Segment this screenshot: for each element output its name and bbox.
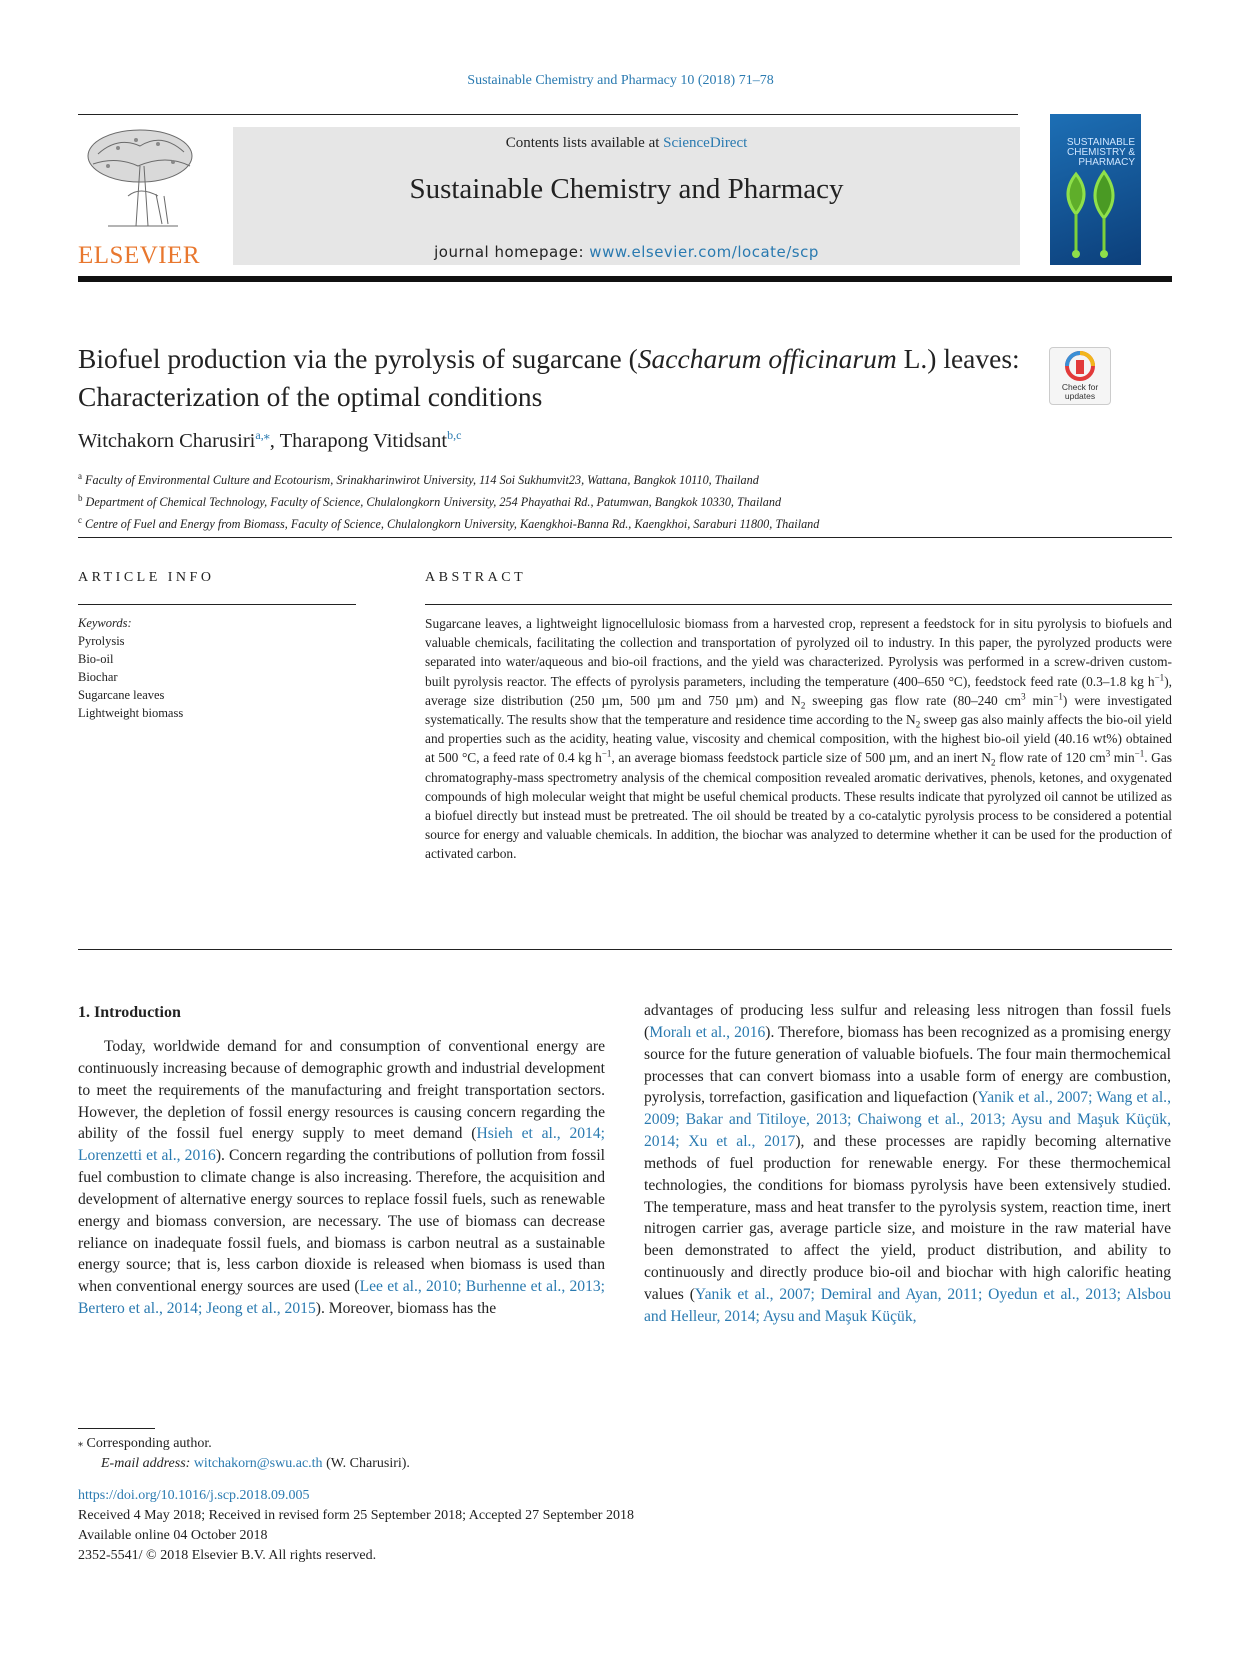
body-column-left: [78, 1036, 605, 1320]
affiliations: [78, 467, 1078, 533]
affiliation-item: $^a$ Faculty of Environmental Culture and Ecotourism, Srinakharinwirot University, 114 Soi Sukhumvit23, Wattana, Bangkok 10110, Thailand: [78, 471, 759, 488]
citation-link[interactable]: Hsieh et al., 2014; Lorenzetti et al., 2016: [78, 1125, 605, 1165]
leaf-icon: [1050, 114, 1141, 265]
contents-line: Contents lists available at ScienceDirect: [505, 135, 748, 151]
available-date: Available online 04 October 2018: [78, 1528, 268, 1543]
email-line: E-mail address: witchakorn@swu.ac.th (W. Charusiri).: [101, 1456, 410, 1471]
received-dates: Received 4 May 2018; Received in revised form 25 September 2018; Accepted 27 September 2018: [78, 1508, 634, 1523]
check-for-updates-button[interactable]: [1049, 347, 1111, 405]
corresponding-author: ⁎ Corresponding author.: [78, 1436, 212, 1451]
journal-reference[interactable]: Sustainable Chemistry and Pharmacy 10 (2018) 71–78: [467, 73, 774, 88]
footnote: [78, 1434, 678, 1474]
sciencedirect-link[interactable]: ScienceDirect: [663, 135, 748, 151]
section-heading: 1. Introduction: [78, 1004, 181, 1021]
homepage-link[interactable]: www.elsevier.com/locate/scp: [589, 243, 819, 261]
paragraph: advantages of producing less sulfur and releasing less nitrogen than fossil fuels (Moralı et al., 2016). Therefore, biomass has been recognized as a promising energy source for the future generation of valuable biofuels. The four main thermochemical processes that can convert biomass into a usable form of energy are combustion, pyrolysis, torrefaction, gasification and liquefaction (Yanik et al., 2007; Wang et al., 2009; Bakar and Titiloye, 2013; Chaiwong et al., 2013; Aysu and Maşuk Küçük, 2014; Xu et al., 2017), and these processes are rapidly becoming alternative methods of fuel production for renewable energy. For these thermochemical technologies, the conditions for biomass pyrolysis have been extensively studied. The temperature, mass and heat transfer to the pyrolysis system, reaction time, inert nitrogen carrier gas, average particle size, and moisture in the raw material have been demonstrated to affect the yield, product distribution, and ability to continuously and directly produce bio-oil and biochar with high calorific heating values (Yanik et al., 2007; Demiral and Ayan, 2011; Oyedun et al., 2013; Alsbou and Helleur, 2014; Aysu and Maşuk Küçük,: [644, 1002, 1171, 1325]
abstract-text: Sugarcane leaves, a lightweight lignocellulosic biomass from a harvested crop, represent a feedstock for in situ pyrolysis to biofuels and valuable chemicals, facilitating the collection and transportation of pyrolyzed oil to industry. In this paper, the pyrolyzed products were separated into water/aqueous and bio-oil fractions, and the yield was characterized. Pyrolysis was performed in a screw-driven custom-built pyrolysis reactor. The effects of pyrolysis parameters, including the temperature (400–650 °C), feedstock feed rate (0.3–1.8 kg $h^{-1}$), average size distribution (250 µm, 500 µm and 750 µm) and $N_2$ sweeping gas flow rate (80–240 $cm^3$ $\min^{-1}$) were investigated systematically. The results show that the temperature and residence time according to the $N_2$ sweep gas also mainly affects the bio-oil yield and properties such as the acidity, heating value, viscosity and chemical composition, with the highest bio-oil yield (40.16 wt%) obtained at 500 °C, a feed rate of 0.4 kg $h^{-1}$, an average biomass feedstock particle size of 500 µm, and an inert $N_2$ flow rate of 120 $cm^3$ $\min^{-1}$. Gas chromatography-mass spectrometry analysis of the chemical composition revealed aromatic derivatives, phenols, ketones, and oxygenated compounds of high molecular weight that might be useful chemical products. These results indicate that pyrolyzed oil cannot be utilized as a biofuel directly but instead must be pretreated. The oil should be treated by a co-catalytic pyrolysis process to be considered a potential source for energy and valuable chemicals. In addition, the biochar was analyzed to determine whether it can be used for the production of activated carbon.: [425, 616, 1172, 862]
journal-banner: [233, 127, 1020, 265]
article-info-heading: ARTICLE INFO: [78, 570, 215, 585]
crossmark-icon: [1050, 348, 1110, 384]
keyword-item: Biochar: [78, 670, 118, 684]
paragraph: Today, worldwide demand for and consumption of conventional energy are continuously increasing because of demographic growth and industrial development to meet the requirements of the manufacturing and freight transportation sectors. However, the depletion of fossil energy resources is causing concern regarding the ability of the fossil fuel energy supply to meet demand (Hsieh et al., 2014; Lorenzetti et al., 2016). Concern regarding the contributions of pollution from fossil fuel combustion to climate change is also increasing. Therefore, the acquisition and development of alternative energy sources to replace fossil fuels, such as renewable energy and biomass conversion, are necessary. The use of biomass can decrease reliance on inadequate fossil fuels, and biomass is carbon neutral as a sustainable energy source; that is, less carbon dioxide is released when biomass is used than when conventional energy sources are used (Lee et al., 2010; Burhenne et al., 2013; Bertero et al., 2014; Jeong et al., 2015). Moreover, biomass has the: [78, 1038, 605, 1318]
author-name[interactable]: Tharapong Vitidsant: [279, 429, 448, 452]
keyword-item: Pyrolysis: [78, 634, 125, 648]
journal-cover[interactable]: [1050, 114, 1141, 265]
header-thick-rule: [78, 276, 1172, 282]
abstract-rule: [425, 604, 1172, 605]
doi-link[interactable]: https://doi.org/10.1016/j.scp.2018.09.005: [78, 1488, 310, 1503]
citation-link[interactable]: Moralı et al., 2016: [649, 1023, 766, 1041]
citation-link[interactable]: Yanik et al., 2007; Demiral and Ayan, 2011; Oyedun et al., 2013; Alsbou and Helleur, 2014; Aysu and Maşuk Küçük,: [644, 1285, 1171, 1325]
author-list: Witchakorn Charusiri$^{a,⁎}$, Tharapong Vitidsant$^{b,c}$: [78, 428, 462, 452]
cover-title: SUSTAINABLE CHEMISTRY & PHARMACY: [1066, 137, 1135, 168]
crossmark-label: Check for updates: [1061, 382, 1099, 401]
footnote-rule: [78, 1428, 155, 1429]
section-rule: [78, 949, 1172, 950]
publisher-wordmark: ELSEVIER: [78, 242, 201, 269]
journal-homepage: journal homepage: www.elsevier.com/locate/scp: [434, 243, 819, 261]
article-metadata: [78, 1486, 878, 1566]
header-rule: [78, 114, 1018, 115]
citation-link[interactable]: Lee et al., 2010; Burhenne et al., 2013; Bertero et al., 2014; Jeong et al., 2015: [78, 1278, 605, 1318]
section-rule: [78, 537, 1172, 538]
article-info-rule: [78, 604, 356, 605]
keyword-item: Lightweight biomass: [78, 706, 184, 720]
tree-icon: [78, 126, 206, 236]
paper-title: Biofuel production via the pyrolysis of sugarcane (Saccharum officinarum L.) leaves: Characterization of the optimal conditions: [78, 343, 1020, 412]
copyright: 2352-5541/ © 2018 Elsevier B.V. All rights reserved.: [78, 1548, 377, 1563]
keyword-item: Bio-oil: [78, 652, 114, 666]
keyword-item: Sugarcane leaves: [78, 688, 165, 702]
keywords-block: [78, 614, 358, 722]
author-affiliation-mark[interactable]: b,c: [447, 428, 462, 442]
author-name[interactable]: Witchakorn Charusiri: [78, 429, 256, 452]
keywords-label: Keywords:: [78, 616, 132, 630]
affiliation-item: $^b$ Department of Chemical Technology, Faculty of Science, Chulalongkorn University, 254 Phayathai Rd., Patumwan, Bangkok 10330, Thailand: [78, 493, 782, 510]
elsevier-logo: [78, 126, 206, 269]
author-affiliation-mark[interactable]: a,⁎: [255, 428, 270, 442]
abstract-heading: ABSTRACT: [425, 570, 527, 585]
body-column-right: [644, 1000, 1171, 1328]
journal-title: Sustainable Chemistry and Pharmacy: [409, 173, 844, 205]
email-link[interactable]: witchakorn@swu.ac.th: [193, 1456, 323, 1471]
affiliation-item: $^c$ Centre of Fuel and Energy from Biomass, Faculty of Science, Chulalongkorn University, Kaengkhoi-Banna Rd., Kaengkhoi, Saraburi 11800, Thailand: [78, 515, 820, 532]
citation-link[interactable]: Yanik et al., 2007; Wang et al., 2009; Bakar and Titiloye, 2013; Chaiwong et al., 2013; Aysu and Maşuk Küçük, 2014; Xu et al., 2017: [644, 1089, 1171, 1151]
